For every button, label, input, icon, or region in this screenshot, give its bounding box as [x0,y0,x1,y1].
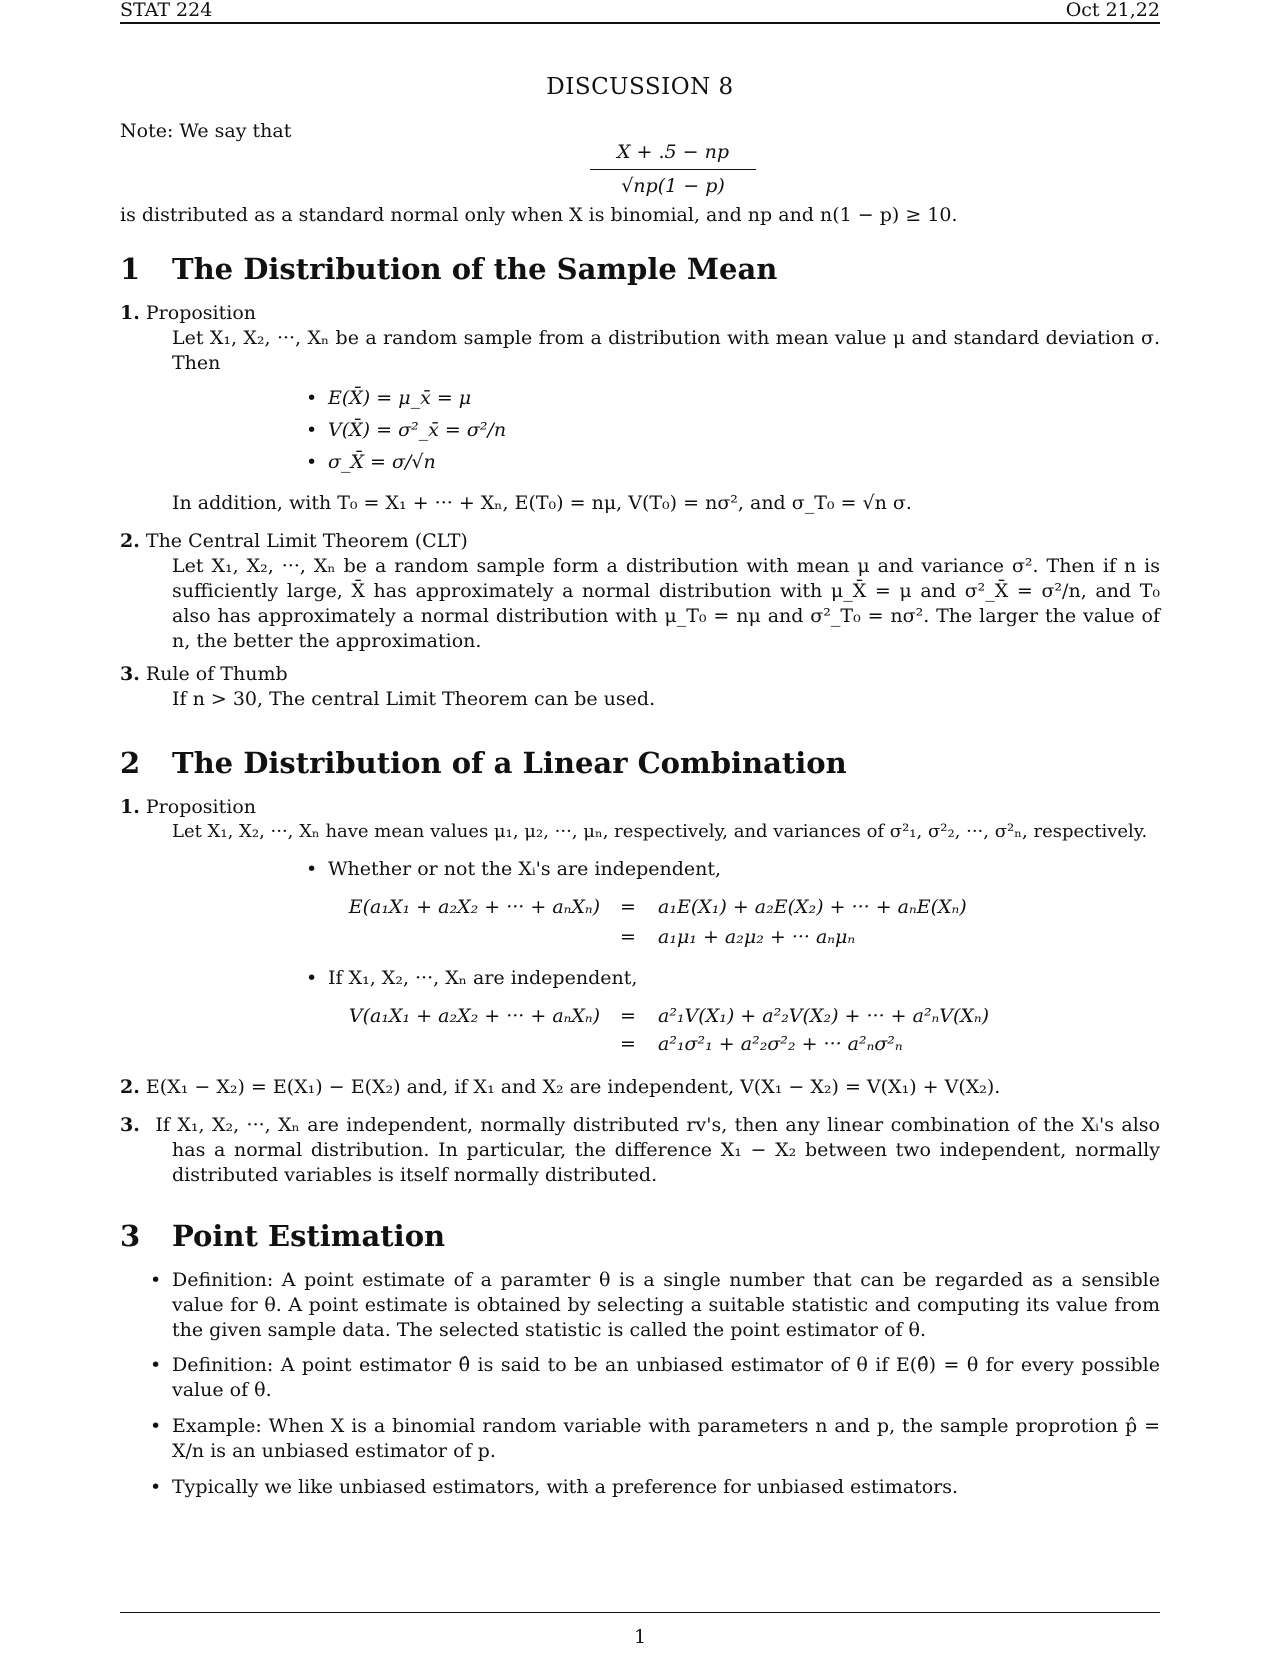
equals-sign: = [620,926,636,948]
item-title: Proposition [145,302,257,324]
item-body: Let X₁, X₂, ···, Xₙ be a random sample from a distribution with mean value μ and standard deviation σ. Then [172,327,1160,375]
bullet-variance: • V(X̄) = σ²_x̄ = σ²/n [328,418,506,443]
item-title: Proposition [145,796,257,818]
note-lead: Note: We say that [120,120,292,142]
s1-item-1 [120,301,1160,376]
document-page [120,0,1160,1656]
note-fraction [590,140,756,199]
s3-bullet-typically: • Typically we like unbiased estimators, with a preference for unbiased estimators. [172,1475,1160,1500]
equation-rhs: a²₁V(X₁) + a²₂V(X₂) + ··· + a²ₙV(Xₙ) [658,1005,990,1027]
item-body: If n > 30, The central Limit Theorem can be used. [172,688,656,711]
equation-rhs: a²₁σ²₁ + a²₂σ²₂ + ··· a²ₙσ²ₙ [658,1033,903,1055]
equation-lhs: V(a₁X₁ + a₂X₂ + ··· + aₙXₙ) [348,1005,600,1027]
item-body: E(X₁ − X₂) = E(X₁) − E(X₂) and, if X₁ and X₂ are independent, V(X₁ − X₂) = V(X₁) + V(X₂). [145,1076,1001,1098]
footer-rule [120,1612,1160,1613]
s2-item-3 [120,1113,1160,1188]
section-title: The Distribution of the Sample Mean [172,252,778,286]
item-label: 2. [120,530,140,552]
section-number: 2 [120,746,141,780]
bullet-expectation: • Whether or not the Xᵢ's are independent, [328,857,721,882]
item-label: 1. [120,302,140,324]
section-number: 1 [120,252,141,286]
equation-rhs: a₁μ₁ + a₂μ₂ + ··· aₙμₙ [658,926,856,948]
bullet-sd: • σ_X̄ = σ/√n [328,450,436,475]
s1-item-3 [120,662,1160,712]
section-heading-1 [120,250,777,288]
item-label: 1. [120,796,140,818]
page-title: DISCUSSION 8 [546,74,734,100]
section-title: Point Estimation [172,1219,446,1253]
item-label: 3. [120,663,140,685]
s1-item-1-after: In addition, with T₀ = X₁ + ··· + Xₙ, E(T₀) = nμ, V(T₀) = nσ², and σ_T₀ = √n σ. [172,492,912,514]
bullet-mean: • E(X̄) = μ_x̄ = μ [328,386,471,411]
equals-sign: = [620,896,636,918]
s1-item-2 [120,529,1160,654]
section-title: The Distribution of a Linear Combination [172,746,847,780]
course-code: STAT 224 [120,0,213,21]
s3-bullet-definition-unbiased: • Definition: A point estimator θ̂ is said to be an unbiased estimator of θ if E(θ̂) = θ for every possible value of θ. [172,1353,1160,1403]
item-title: Rule of Thumb [145,663,288,685]
equals-sign: = [620,1005,636,1027]
item-label: 2. [120,1076,140,1098]
variance-equation [120,1004,1160,1064]
header-date: Oct 21,22 [1065,0,1160,21]
fraction-denominator: √np(1 − p) [621,175,725,198]
fraction-numerator: X + .5 − np [590,140,756,170]
page-number: 1 [633,1626,647,1648]
equation-rhs: a₁E(X₁) + a₂E(X₂) + ··· + aₙE(Xₙ) [658,896,967,918]
item-label: 3. [120,1114,140,1136]
section-number: 3 [120,1219,141,1253]
s3-bullet-definition-estimate: • Definition: A point estimate of a paramter θ is a single number that can be regarded as a sensible value for θ. A point estimate is obtained by selecting a suitable statistic and computing its value from the given sample data. The selected statistic is called the point estimator of θ. [172,1268,1160,1343]
s2-item-2 [120,1075,1160,1100]
s3-bullet-example: • Example: When X is a binomial random variable with parameters n and p, the sample proprotion p̂ = X/n is an unbiased estimator of p. [172,1414,1160,1464]
s2-item-1 [120,795,1160,844]
bullet-variance-combination: • If X₁, X₂, ···, Xₙ are independent, [328,966,637,991]
page-header [120,0,1160,24]
item-body: If X₁, X₂, ···, Xₙ are independent, normally distributed rv's, then any linear combination of the Xᵢ's also has a normal distribution. In particular, the difference X₁ − X₂ between two independent, normally distributed variables is itself normally distributed. [155,1114,1160,1187]
section-heading-2 [120,744,847,782]
equation-lhs: E(a₁X₁ + a₂X₂ + ··· + aₙXₙ) [348,896,600,918]
note-tail: is distributed as a standard normal only when X is binomial, and np and n(1 − p) ≥ 10. [120,204,958,226]
equals-sign: = [620,1033,636,1055]
item-body: Let X₁, X₂, ···, Xₙ be a random sample form a distribution with mean μ and variance σ². Then if n is sufficiently large, X̄ has approximately a normal distribution with μ_X̄ = μ and σ²_X̄ = σ²/n, and T₀ also has approximately a normal distribution with μ_T₀ = nμ and σ²_T₀ = nσ². The larger the value of n, the better the approximation. [172,555,1160,653]
item-body: Let X₁, X₂, ···, Xₙ have mean values μ₁, μ₂, ···, μₙ, respectively, and variances of σ²₁, σ²₂, ···, σ²ₙ, respectively. [172,821,1148,843]
section-heading-3 [120,1217,445,1255]
item-title: The Central Limit Theorem (CLT) [145,530,468,552]
expectation-equation [120,895,1160,955]
